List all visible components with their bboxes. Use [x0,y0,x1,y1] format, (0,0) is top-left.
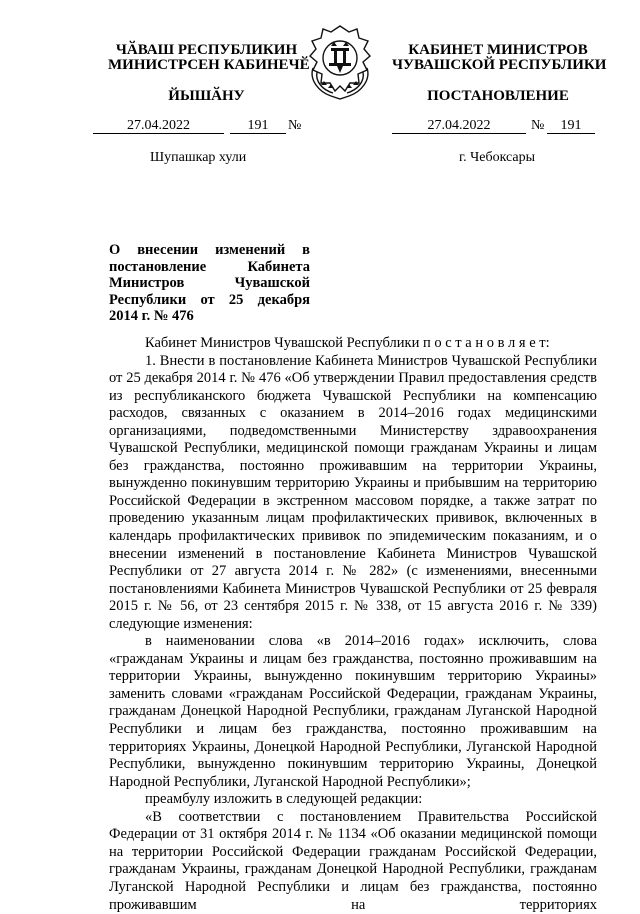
left-number-field: 191 [230,118,286,134]
body-paragraph: в наименовании слова «в 2014–2016 годах» исключить, слова «гражданам Украины и лицам без гражданства, постоянно проживавшим на территории Украины, вынужденно покинувшим территорию Украины» заменить словами «гражданам Российской Федерации, гражданам Украины, гражданам Донецкой Народной Республики, гражданам Луганской Народной Республики и лицам без гражданства, постоянно проживавшим на территориях Украины, Донецкой Народной Республики, Луганской Народной Республики, вынужденно покинувшим территорию Украины, Донецкой Народной Республики, Луганской Народной Республики»; [109,633,597,790]
left-number-sign: № [288,118,302,133]
body-paragraph: 1. Внести в постановление Кабинета Министров Чувашской Республики от 25 декабря 2014 г. № 476 «Об утверждении Правил предоставления средств из республиканского бюджета Чувашской Республики на компенсацию расходов, связанных с оказанием в 2014–2016 годах медицинскими организациями, подведомственными Министерству здравоохранения Чувашской Республики, медицинской помощи гражданам Украины и лицам без гражданства, постоянно проживавшим на территории Украины, вынужденно покинувшим территорию Украины и прибывшим на территорию Российской Федерации в экстренном массовом порядке, а также затрат по проведению указанным лицам профилактических прививок, включенных в календарь профилактических прививок по эпидемическим показаниям, и о внесении изменений в постановление Кабинета Министров Чувашской Республики от 27 августа 2014 г. № 282» (с изменениями, внесенными постановлениями Кабинета Министров Чувашской Республики от 25 февраля 2015 г. № 56, от 23 сентября 2015 г. № 338, от 15 августа 2016 г. № 339) следующие изменения: [109,352,597,632]
issuer-name-chuvash [108,42,310,73]
right-city: г. Чебоксары [459,150,536,165]
body-paragraph: Кабинет Министров Чувашской Республики п о с т а н о в л я е т: [145,335,550,351]
right-number-field: 191 [547,118,595,134]
document-title: О внесении изменений в постановление Кабинета Министров Чувашской Республики от 25 декабря 2014 г. № 476 [109,242,310,324]
issuer-chuvash-line2: МИНИСТРСЕН КАБИНЕЧӖ [108,57,310,73]
issuer-russian-line2: ЧУВАШСКОЙ РЕСПУБЛИКИ [392,57,607,73]
doc-type-chuvash: ЙЫШӐНУ [168,88,245,104]
left-date-field: 27.04.2022 [93,118,224,134]
issuer-russian-line1: КАБИНЕТ МИНИСТРОВ [408,42,588,58]
right-date-field: 27.04.2022 [392,118,526,134]
doc-type-russian: ПОСТАНОВЛЕНИЕ [427,88,569,104]
left-city: Шупашкар хули [150,150,247,165]
body-paragraph: преамбулу изложить в следующей редакции: [145,791,423,808]
chuvash-republic-emblem-icon [301,22,379,102]
right-number-sign: № [531,118,545,133]
body-paragraph: «В соответствии с постановлением Правительства Российской Федерации от 31 октября 2014 г. № 1134 «Об оказании медицинской помощи на территории Российской Федерации гражданам Российской Федерации, гражданам Украины, гражданам Донецкой Народной Республики, гражданам Луганской Народной Республики и лицам без гражданства, постоянно проживавшим на территориях [109,808,597,913]
issuer-chuvash-line1: ЧӐВАШ РЕСПУБЛИКИН [115,42,298,58]
issuer-name-russian [392,42,607,73]
document-body [109,335,597,914]
